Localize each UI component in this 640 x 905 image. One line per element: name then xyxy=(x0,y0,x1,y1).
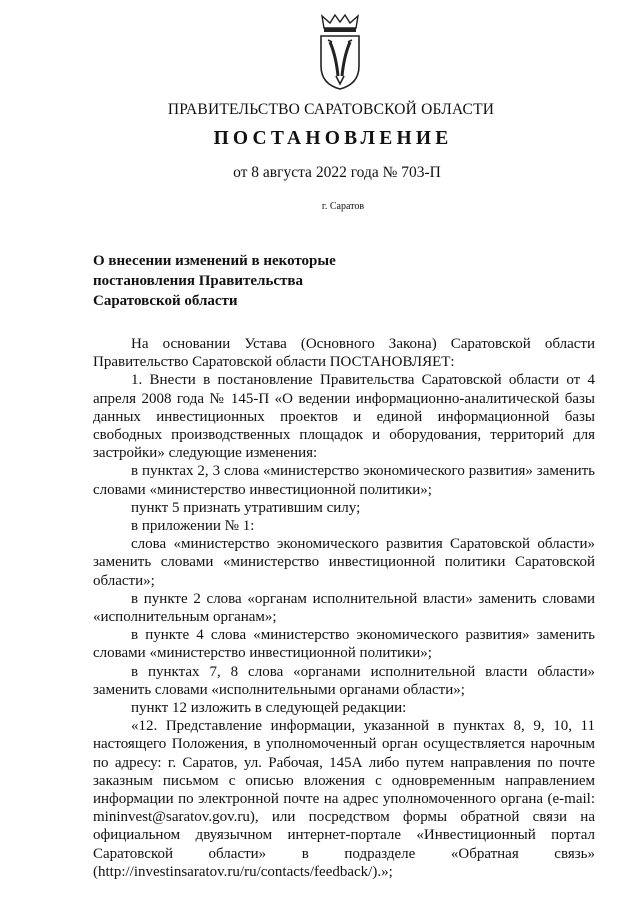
document-date-number: от 8 августа 2022 года № 703-П xyxy=(233,164,441,181)
title-line: О внесении изменений в некоторые xyxy=(93,253,336,269)
document-body xyxy=(93,335,595,881)
paragraph: в пунктах 7, 8 слова «органами исполнительной власти области» заменить словами «исполнительными органами области»; xyxy=(93,663,595,698)
city: г. Саратов xyxy=(321,201,365,212)
paragraph: пункт 5 признать утратившим силу; xyxy=(131,499,361,516)
paragraph: На основании Устава (Основного Закона) Саратовской области Правительство Саратовской области ПОСТАНОВЛЯЕТ: xyxy=(93,336,595,371)
government-name: ПРАВИТЕЛЬСТВО САРАТОВСКОЙ ОБЛАСТИ xyxy=(167,101,495,118)
paragraph: пункт 12 изложить в следующей редакции: xyxy=(131,700,407,717)
document-type: ПОСТАНОВЛЕНИЕ xyxy=(213,128,453,149)
title-line: Саратовской области xyxy=(93,293,238,309)
paragraph: «12. Представление информации, указанной в пунктах 8, 9, 10, 11 настоящего Положения, в уполномоченный орган осуществляется нарочным по адресу: г. Саратов, ул. Рабочая, 145А либо путем направления по почте заказным письмом с описью вложения с одновременным направлением информации по электронной почте на адрес уполномоченного органа (e-mail: mininvest@saratov.gov.ru), или посредством формы обратной связи на официальном двуязычном интернет-портале «Инвестиционный портал Саратовской области» в подразделе «Обратная связь» (http://investinsaratov.ru/ru/contacts/feedback/).»; xyxy=(93,718,595,880)
paragraph: в пунктах 2, 3 слова «министерство экономического развития» заменить словами «министерство инвестиционной политики»; xyxy=(93,463,595,498)
paragraph: слова «министерство экономического развития Саратовской области» заменить словами «министерство инвестиционной политики Саратовской области»; xyxy=(93,536,595,589)
document-title xyxy=(93,251,393,311)
paragraph: в пункте 4 слова «министерство экономического развития» заменить словами «министерство инвестиционной политики»; xyxy=(93,627,595,662)
coat-of-arms-icon xyxy=(318,14,362,90)
paragraph: в приложении № 1: xyxy=(131,518,255,535)
paragraph: 1. Внести в постановление Правительства Саратовской области от 4 апреля 2008 года № 145-П «О ведении информационно-аналитической базы данных инвестиционных проектов и единой информационной базы свободных производственных площадок и оборудования, территорий для застройки» следующие изменения: xyxy=(93,372,595,462)
paragraph: в пункте 2 слова «органам исполнительной власти» заменить словами «исполнительным органам»; xyxy=(93,590,595,626)
title-line: постановления Правительства xyxy=(93,273,303,289)
